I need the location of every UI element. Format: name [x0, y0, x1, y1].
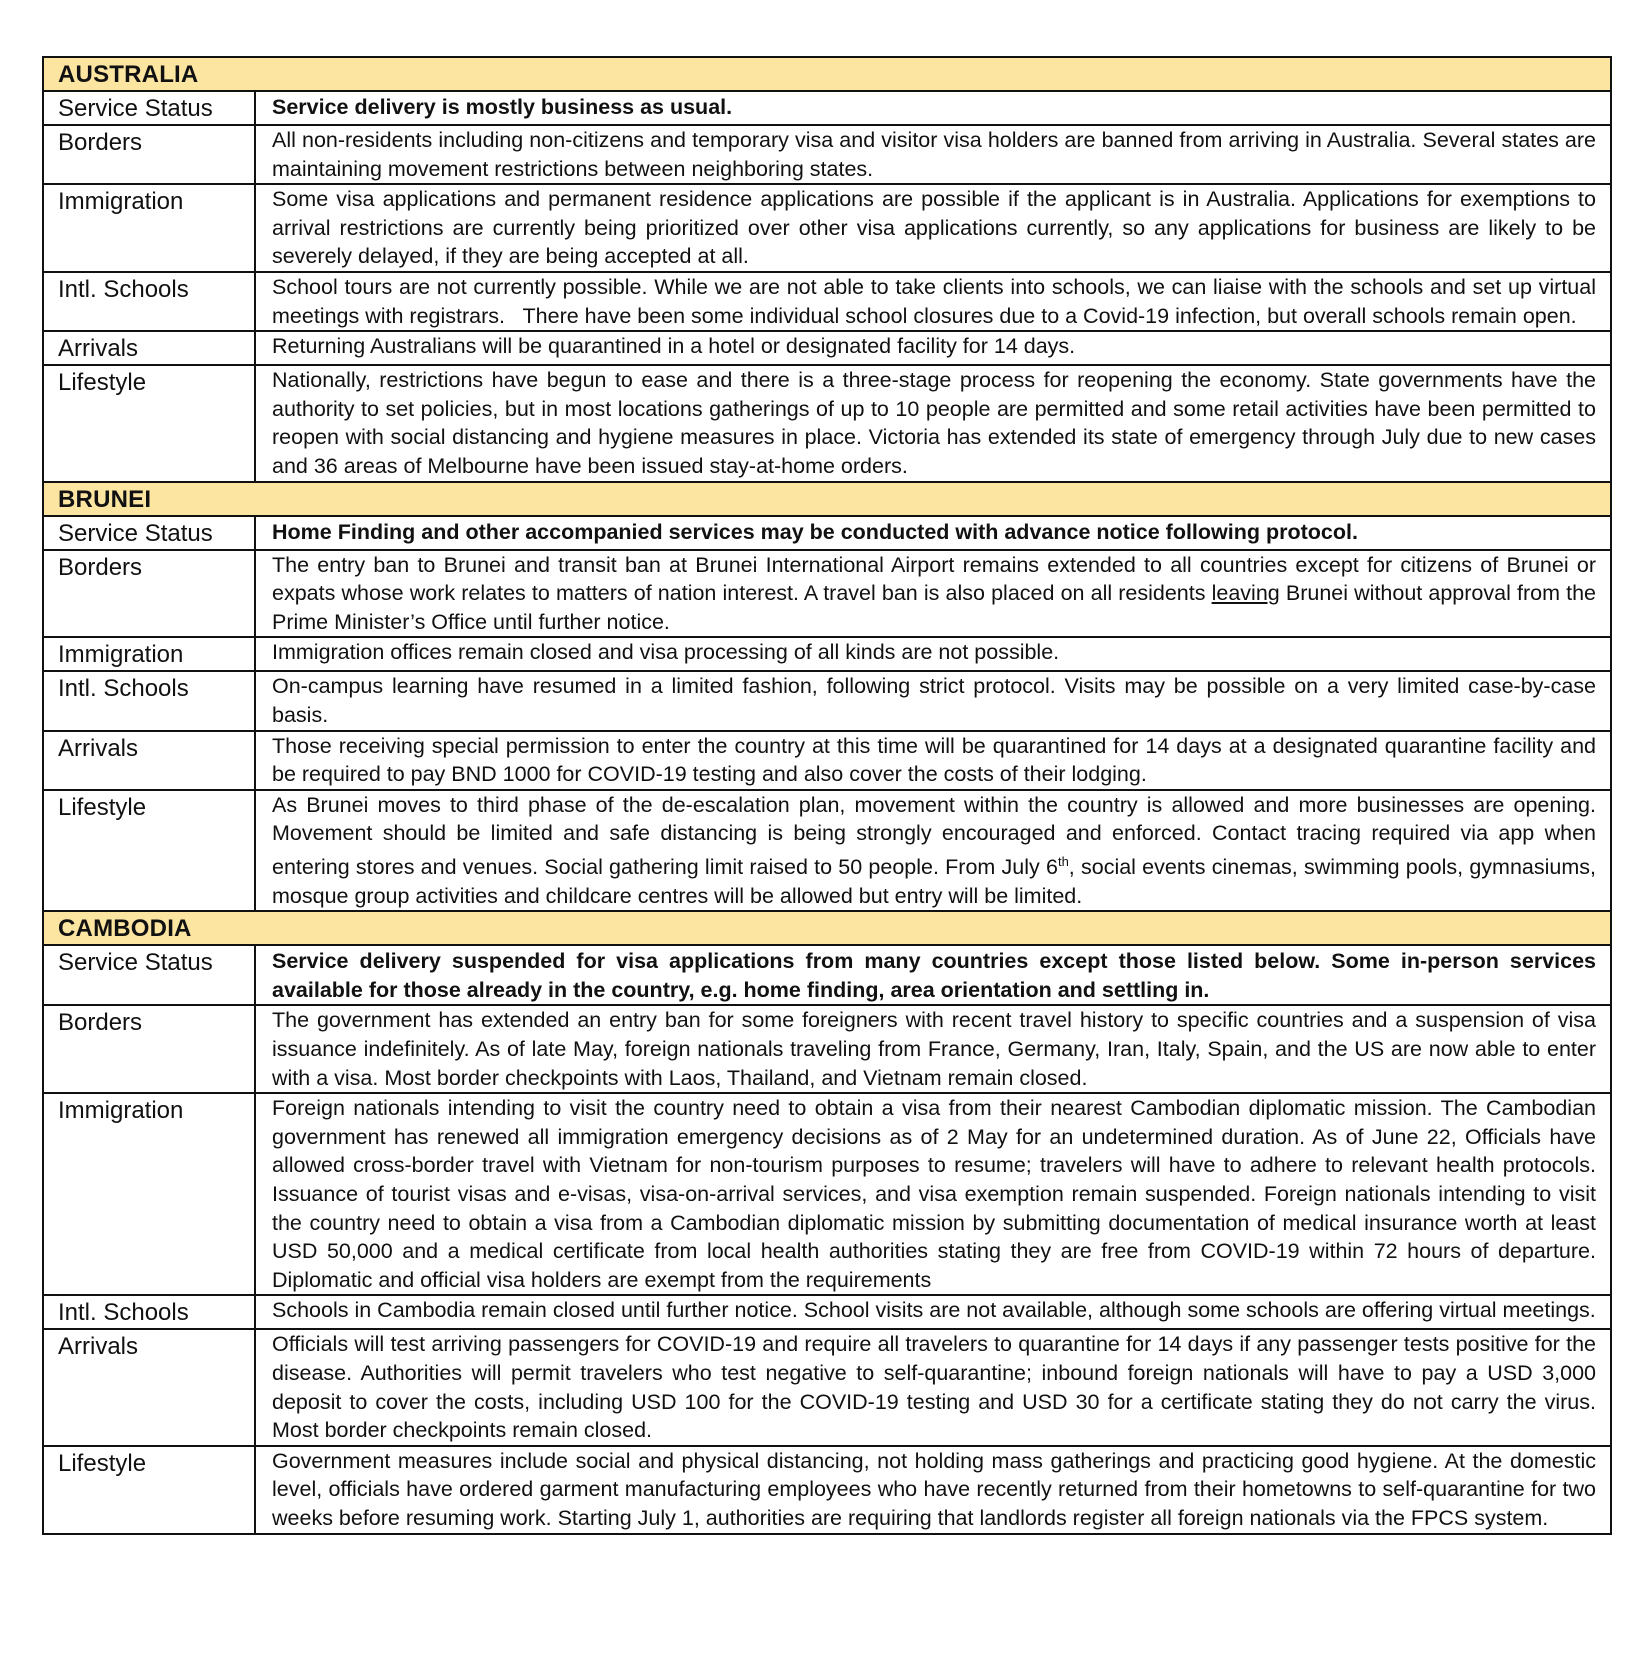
row-label: Arrivals — [43, 731, 255, 790]
row-text: Schools in Cambodia remain closed until further notice. School visits are not available, although some schools are offering virtual meetings. — [255, 1295, 1611, 1329]
row-label: Arrivals — [43, 1329, 255, 1445]
status-row — [43, 1295, 1611, 1329]
row-text: Officials will test arriving passengers for COVID-19 and require all travelers to quarantine for 14 days if any passenger tests positive for the disease. Authorities will permit travelers who test negative to self-quarantine; inbound foreign nationals will have to pay a USD 3,000 deposit to cover the costs, including USD 100 for the COVID-19 testing and USD 30 for a certificate stating they do not carry the virus. Most border checkpoints remain closed. — [255, 1329, 1611, 1445]
row-label: Borders — [43, 550, 255, 638]
row-label: Immigration — [43, 1093, 255, 1295]
status-row — [43, 125, 1611, 184]
status-row — [43, 184, 1611, 272]
service-status-text: Home Finding and other accompanied services may be conducted with advance notice following protocol. — [255, 516, 1611, 550]
row-text-part: As Brunei moves to third phase of the de-escalation plan, movement within the country is allowed and more businesses are opening. Movement should be limited and safe distancing is being strongly encouraged and enforced. Contact tracing required via app when entering stores and venues. Social gathering limit raised to 50 people. From July 6 — [272, 792, 1596, 880]
country-header-row — [43, 482, 1611, 516]
row-text: Those receiving special permission to enter the country at this time will be quarantined for 14 days at a designated quarantine facility and be required to pay BND 1000 for COVID-19 testing and also cover the costs of their lodging. — [255, 731, 1611, 790]
row-text: School tours are not currently possible. While we are not able to take clients into schools, we can liaise with the schools and set up virtual meetings with registrars. There have been some individual school closures due to a Covid-19 infection, but overall schools remain open. — [255, 272, 1611, 331]
row-label: Borders — [43, 125, 255, 184]
row-label: Intl. Schools — [43, 671, 255, 730]
status-row — [43, 550, 1611, 638]
underlined-word: leaving — [1211, 581, 1280, 606]
row-text-part: Brunei without approval from the Prime Minister’s Office until further notice. — [272, 581, 1596, 634]
status-row — [43, 365, 1611, 481]
country-name: AUSTRALIA — [43, 57, 1611, 91]
status-row — [43, 272, 1611, 331]
country-header-row — [43, 911, 1611, 945]
row-text: On-campus learning have resumed in a limited fashion, following strict protocol. Visits may be possible on a very limited case-by-case basis. — [255, 671, 1611, 730]
status-row — [43, 731, 1611, 790]
status-row — [43, 91, 1611, 125]
row-text-part: , social events cinemas, swimming pools, gymnasiums, mosque group activities and childcare centres will be allowed but entry will be limited. — [272, 855, 1596, 908]
row-label: Immigration — [43, 637, 255, 671]
row-text: Immigration offices remain closed and visa processing of all kinds are not possible. — [255, 637, 1611, 671]
row-label: Borders — [43, 1005, 255, 1093]
service-status-text: Service delivery suspended for visa applications from many countries except those listed below. Some in-person services available for those already in the country, e.g. home finding, area orientation and settling in. — [255, 945, 1611, 1005]
row-text: Foreign nationals intending to visit the country need to obtain a visa from their nearest Cambodian diplomatic mission. The Cambodian government has renewed all immigration emergency decisions as of 2 May for an undetermined duration. As of June 22, Officials have allowed cross-border travel with Vietnam for non-tourism purposes to resume; travelers will have to adhere to relevant health protocols. Issuance of tourist visas and e-visas, visa-on-arrival services, and visa exemption remain suspended. Foreign nationals intending to visit the country need to obtain a visa from a Cambodian diplomatic mission by submitting documentation of medical insurance worth at least USD 50,000 and a medical certificate from local health authorities stating they are free from COVID-19 within 72 hours of departure. Diplomatic and official visa holders are exempt from the requirements — [255, 1093, 1611, 1295]
status-row — [43, 1329, 1611, 1445]
row-text: All non-residents including non-citizens and temporary visa and visitor visa holders are banned from arriving in Australia. Several states are maintaining movement restrictions between neighboring states. — [255, 125, 1611, 184]
row-label: Service Status — [43, 945, 255, 1005]
status-row — [43, 790, 1611, 912]
status-row — [43, 1446, 1611, 1534]
status-row — [43, 1005, 1611, 1093]
row-text: The government has extended an entry ban for some foreigners with recent travel history to specific countries and a suspension of visa issuance indefinitely. As of late May, foreign nationals traveling from France, Germany, Iran, Italy, Spain, and the US are now able to enter with a visa. Most border checkpoints with Laos, Thailand, and Vietnam remain closed. — [255, 1005, 1611, 1093]
status-row — [43, 671, 1611, 730]
status-row — [43, 1093, 1611, 1295]
row-text — [255, 550, 1611, 638]
status-row — [43, 516, 1611, 550]
status-row — [43, 331, 1611, 365]
row-label: Immigration — [43, 184, 255, 272]
row-label: Lifestyle — [43, 790, 255, 912]
row-label: Intl. Schools — [43, 272, 255, 331]
row-label: Arrivals — [43, 331, 255, 365]
country-header-row — [43, 57, 1611, 91]
country-name: BRUNEI — [43, 482, 1611, 516]
status-row — [43, 637, 1611, 671]
country-status-table — [42, 56, 1612, 1535]
row-label: Service Status — [43, 516, 255, 550]
row-label: Lifestyle — [43, 1446, 255, 1534]
row-text — [255, 790, 1611, 912]
row-text: Government measures include social and physical distancing, not holding mass gatherings and practicing good hygiene. At the domestic level, officials have ordered garment manufacturing employees who have recently returned from their hometowns to self-quarantine for two weeks before resuming work. Starting July 1, authorities are requiring that landlords register all foreign nationals via the FPCS system. — [255, 1446, 1611, 1534]
country-name: CAMBODIA — [43, 911, 1611, 945]
row-text: Some visa applications and permanent residence applications are possible if the applicant is in Australia. Applications for exemptions to arrival restrictions are currently being prioritized over other visa applications currently, so any applications for business are likely to be severely delayed, if they are being accepted at all. — [255, 184, 1611, 272]
service-status-text: Service delivery is mostly business as usual. — [255, 91, 1611, 125]
row-label: Intl. Schools — [43, 1295, 255, 1329]
ordinal-superscript: th — [1057, 853, 1069, 869]
row-text-part: The entry ban to Brunei and transit ban at Brunei International Airport remains extended to all countries except for citizens of Brunei or expats whose work relates to matters of nation interest. A travel ban is also placed on all residents — [272, 552, 1596, 606]
row-text: Returning Australians will be quarantined in a hotel or designated facility for 14 days. — [255, 331, 1611, 365]
row-label: Service Status — [43, 91, 255, 125]
row-label: Lifestyle — [43, 365, 255, 481]
status-row — [43, 945, 1611, 1005]
row-text: Nationally, restrictions have begun to ease and there is a three-stage process for reopening the economy. State governments have the authority to set policies, but in most locations gatherings of up to 10 people are permitted and some retail activities have been permitted to reopen with social distancing and hygiene measures in place. Victoria has extended its state of emergency through July due to new cases and 36 areas of Melbourne have been issued stay-at-home orders. — [255, 365, 1611, 481]
country-status-document — [42, 56, 1610, 1535]
